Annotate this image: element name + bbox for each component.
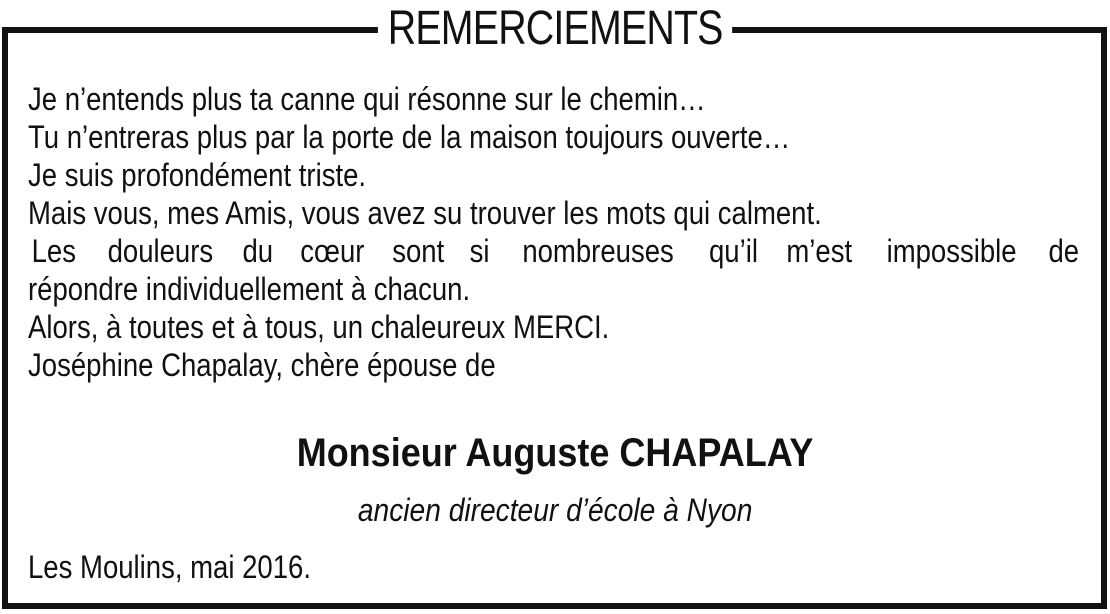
body-line-4: Mais vous, mes Amis, vous avez su trouver les mots qui calment. — [28, 195, 822, 231]
justified-word: impossible — [886, 233, 1017, 269]
justified-word: Les — [31, 233, 76, 269]
place-date: Les Moulins, mai 2016. — [28, 549, 311, 585]
body-line-6: répondre individuellement à chacun. — [28, 271, 471, 307]
body-line-5 — [28, 232, 1082, 270]
justified-word: de — [1048, 233, 1080, 269]
justified-word: cœur — [300, 233, 365, 269]
justified-word: si — [469, 233, 490, 269]
deceased-description — [0, 490, 1110, 530]
deceased-name-text: Monsieur Auguste CHAPALAY — [296, 431, 814, 475]
justified-word: qu’il — [708, 233, 758, 269]
notice-body — [28, 80, 1086, 384]
notice-title: REMERCIEMENTS — [378, 0, 733, 58]
body-line-7: Alors, à toutes et à tous, un chaleureux MERCI. — [28, 309, 610, 345]
justified-word: douleurs — [107, 233, 213, 269]
notice-header — [0, 0, 1110, 58]
body-line-2: Tu n’entreras plus par la porte de la maison toujours ouverte… — [28, 119, 791, 155]
justified-word: nombreuses — [522, 233, 674, 269]
body-line-8: Joséphine Chapalay, chère épouse de — [28, 347, 496, 383]
justified-word: m’est — [786, 233, 852, 269]
justified-word: sont — [392, 233, 445, 269]
deceased-name — [0, 428, 1110, 478]
body-line-3: Je suis profondément triste. — [28, 157, 367, 193]
deceased-description-text: ancien directeur d’école à Nyon — [357, 492, 753, 528]
body-line-1: Je n’entends plus ta canne qui résonne sur le chemin… — [28, 81, 706, 117]
justified-word: du — [242, 233, 274, 269]
